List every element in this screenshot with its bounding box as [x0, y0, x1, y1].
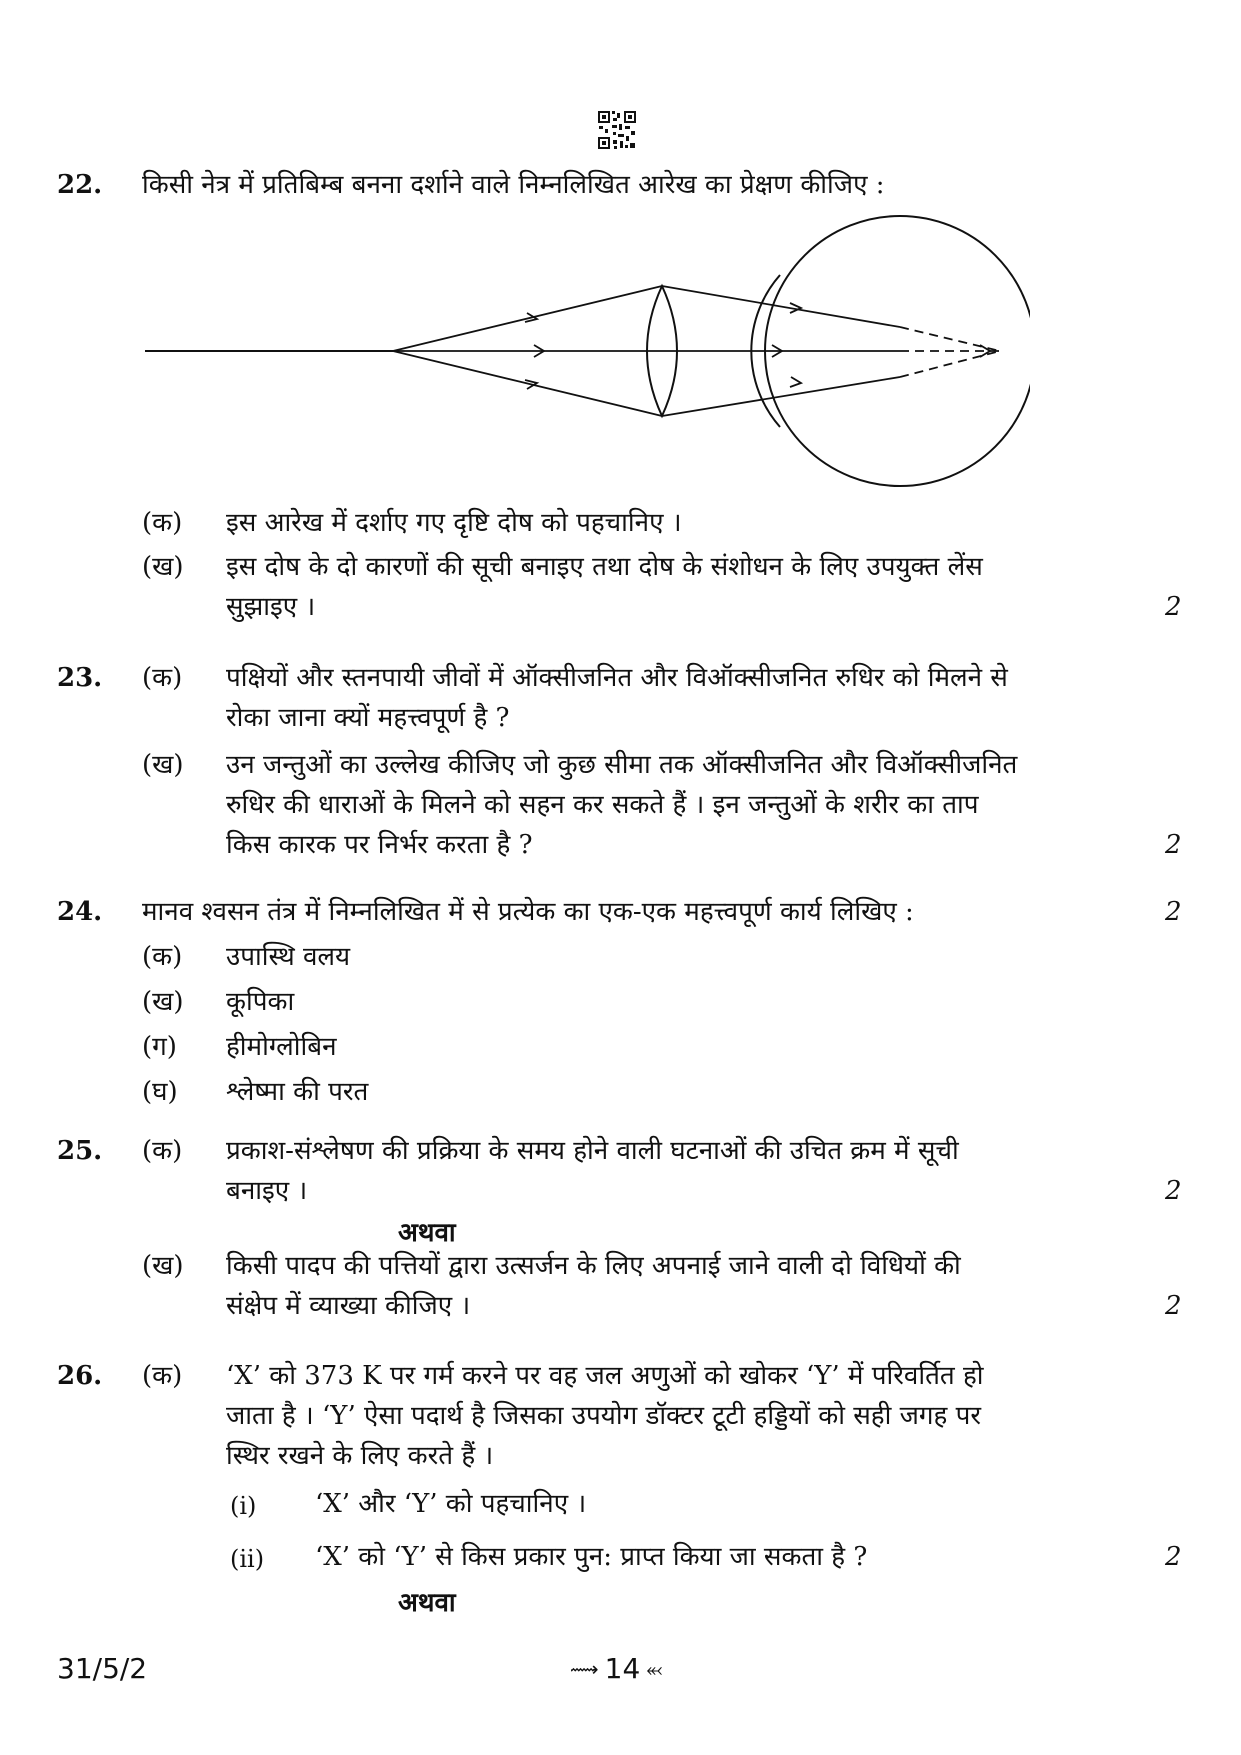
marks: 2 — [1165, 1542, 1182, 1572]
sub-text: किस कारक पर निर्भर करता है ? — [226, 830, 533, 860]
sub-label: (ग) — [142, 1032, 177, 1062]
sub-text: संक्षेप में व्याख्या कीजिए । — [226, 1291, 471, 1321]
ornament-left-icon: ⟿ — [570, 1656, 599, 1681]
sub-label: (क) — [142, 663, 183, 693]
sub-label: (क) — [142, 508, 183, 538]
sub-text: प्रकाश-संश्लेषण की प्रक्रिया के समय होने वाली घटनाओं की उचित क्रम में सूची — [226, 1136, 959, 1166]
question-number: 26. — [57, 1361, 103, 1391]
sub-text: उन जन्तुओं का उल्लेख कीजिए जो कुछ सीमा तक ऑक्सीजनित और विऑक्सीजनित — [226, 750, 1018, 780]
sub-text: ‘X’ को ‘Y’ से किस प्रकार पुन: प्राप्त किया जा सकता है ? — [315, 1542, 868, 1572]
sub-text: किसी पादप की पत्तियों द्वारा उत्सर्जन के लिए अपनाई जाने वाली दो विधियों की — [226, 1251, 961, 1281]
page-number-wrap — [570, 1652, 662, 1685]
sub-text: स्थिर रखने के लिए करते हैं । — [226, 1441, 494, 1471]
page-number: 14 — [604, 1652, 641, 1685]
question-stem: किसी नेत्र में प्रतिबिम्ब बनना दर्शाने वाले निम्नलिखित आरेख का प्रेक्षण कीजिए : — [142, 170, 885, 200]
sub-label: (ख) — [142, 552, 184, 582]
sub-label: (ii) — [230, 1545, 265, 1573]
marks: 2 — [1165, 897, 1182, 927]
marks: 2 — [1165, 830, 1182, 860]
sub-text: ‘X’ को 373 K पर गर्म करने पर वह जल अणुओं को खोकर ‘Y’ में परिवर्तित हो — [226, 1361, 984, 1391]
sub-label: (क) — [142, 1136, 183, 1166]
sub-text: ‘X’ और ‘Y’ को पहचानिए । — [315, 1489, 587, 1519]
sub-text: सुझाइए । — [226, 592, 316, 622]
question-number: 25. — [57, 1136, 103, 1166]
sub-text: हीमोग्लोबिन — [226, 1032, 337, 1062]
sub-label: (क) — [142, 1361, 183, 1391]
sub-text: पक्षियों और स्तनपायी जीवों में ऑक्सीजनित और विऑक्सीजनित रुधिर को मिलने से — [226, 663, 1008, 693]
sub-label: (ख) — [142, 750, 184, 780]
sub-text: श्लेष्मा की परत — [226, 1077, 369, 1107]
or-separator: अथवा — [398, 1218, 456, 1248]
sub-text: इस आरेख में दर्शाए गए दृष्टि दोष को पहचानिए । — [226, 508, 682, 538]
question-number: 24. — [57, 897, 103, 927]
sub-text: बनाइए । — [226, 1176, 308, 1206]
marks: 2 — [1165, 1291, 1182, 1321]
sub-text: कूपिका — [226, 987, 295, 1017]
sub-text: जाता है । ‘Y’ ऐसा पदार्थ है जिसका उपयोग डॉक्टर टूटी हड्डियों को सही जगह पर — [226, 1401, 981, 1431]
sub-text: उपास्थि वलय — [226, 942, 351, 972]
question-stem: मानव श्वसन तंत्र में निम्नलिखित में से प्रत्येक का एक-एक महत्त्वपूर्ण कार्य लिखिए : — [142, 897, 914, 927]
sub-label: (क) — [142, 942, 183, 972]
marks: 2 — [1165, 1176, 1182, 1206]
ornament-right-icon: ⬻ — [646, 1656, 663, 1681]
sub-text: रोका जाना क्यों महत्त्वपूर्ण है ? — [226, 703, 510, 733]
sub-label: (i) — [230, 1492, 257, 1520]
question-number: 23. — [57, 663, 103, 693]
sub-text: रुधिर की धाराओं के मिलने को सहन कर सकते हैं । इन जन्तुओं के शरीर का ताप — [226, 790, 979, 820]
sub-label: (ख) — [142, 987, 184, 1017]
sub-text: इस दोष के दो कारणों की सूची बनाइए तथा दोष के संशोधन के लिए उपयुक्त लेंस — [226, 552, 983, 582]
or-separator: अथवा — [398, 1588, 456, 1618]
paper-code: 31/5/2 — [57, 1652, 148, 1685]
marks: 2 — [1165, 592, 1182, 622]
question-number: 22. — [57, 170, 103, 200]
eye-diagram — [130, 212, 1030, 492]
sub-label: (घ) — [142, 1077, 178, 1107]
qr-code — [597, 110, 637, 150]
sub-label: (ख) — [142, 1251, 184, 1281]
